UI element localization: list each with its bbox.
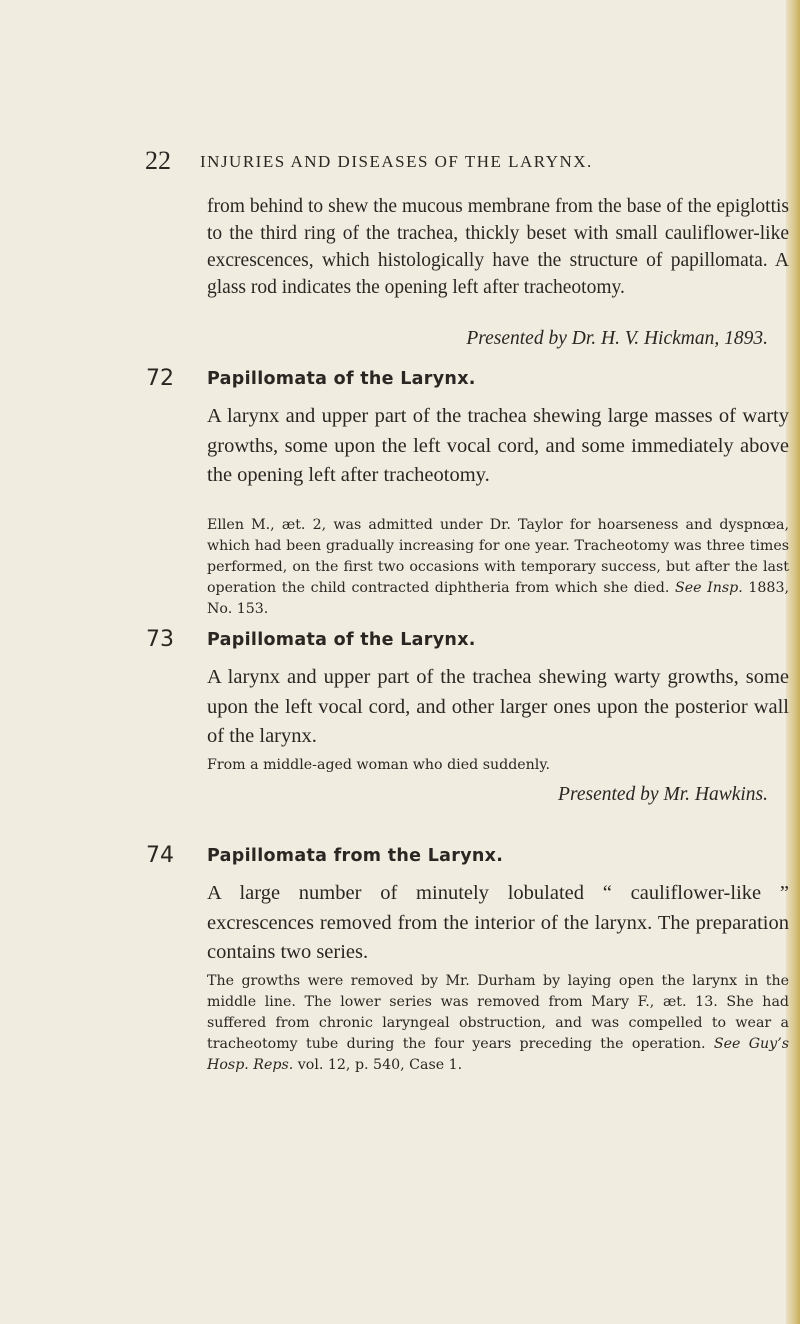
entry-72-title: Papillomata of the Larynx.: [207, 369, 476, 389]
entry-73-title: Papillomata of the Larynx.: [207, 630, 476, 650]
entry-73-number: 73: [146, 627, 174, 652]
entry-74-description: A large number of minutely lobulated “ cauliflower-like ” excrescences removed from the interior of the larynx. The preparation contains two series.: [207, 882, 789, 963]
running-head: INJURIES AND DISEASES OF THE LARYNX.: [200, 152, 593, 171]
entry-74-title: Papillomata from the Larynx.: [207, 846, 504, 866]
entry-72-note-text: Ellen M., æt. 2, was admitted under Dr. Taylor for hoarseness and dyspnœa, which had been gradually increasing for one year. Tracheotomy was three times performed, on the first two occasions with temporary success, but after the last operation the child contracted diphtheria from which she died.: [207, 517, 789, 596]
entry-73-description: A larynx and upper part of the trachea shewing warty growths, some upon the left vocal cord, and other larger ones upon the posterior wall of the larynx.: [207, 666, 789, 747]
entry-73-note: From a middle-aged woman who died suddenly.: [207, 757, 550, 773]
continuation-paragraph: from behind to shew the mucous membrane from the base of the epiglottis to the third ring of the trachea, thickly beset with small cauliflower-like excrescences, which histologically have the structure of papillomata. A glass rod indicates the opening left after tracheotomy.: [207, 196, 789, 298]
entry-74-note-ref-detail: vol. 12, p. 540, Case 1.: [297, 1057, 463, 1073]
page-header: [145, 146, 675, 176]
entry-72-note-ref-detail: 1883, No. 153.: [207, 580, 789, 617]
continuation-presented-by: Presented by Dr. H. V. Hickman, 1893.: [466, 328, 768, 349]
entry-72-note-ref: See Insp.: [675, 580, 743, 596]
entry-74-note: [207, 971, 789, 1076]
entry-72-description: A larynx and upper part of the trachea shewing large masses of warty growths, some upon the left vocal cord, and some immediately above the opening left after tracheotomy.: [207, 405, 789, 486]
entry-72-number: 72: [146, 366, 174, 391]
entry-74-number: 74: [146, 843, 174, 868]
entry-73-presented-by: Presented by Mr. Hawkins.: [558, 784, 768, 805]
entry-74-note-ref: See Guy’s Hosp. Reps.: [207, 1036, 789, 1073]
entry-74-note-text: The growths were removed by Mr. Durham by laying open the larynx in the middle line. The lower series was removed from Mary F., æt. 13. She had suffered from chronic laryngeal obstruction, and was compelled to wear a tracheotomy tube during the four years preceding the operation.: [207, 973, 789, 1052]
page-number: 22: [145, 146, 171, 175]
entry-72-note: [207, 515, 789, 620]
